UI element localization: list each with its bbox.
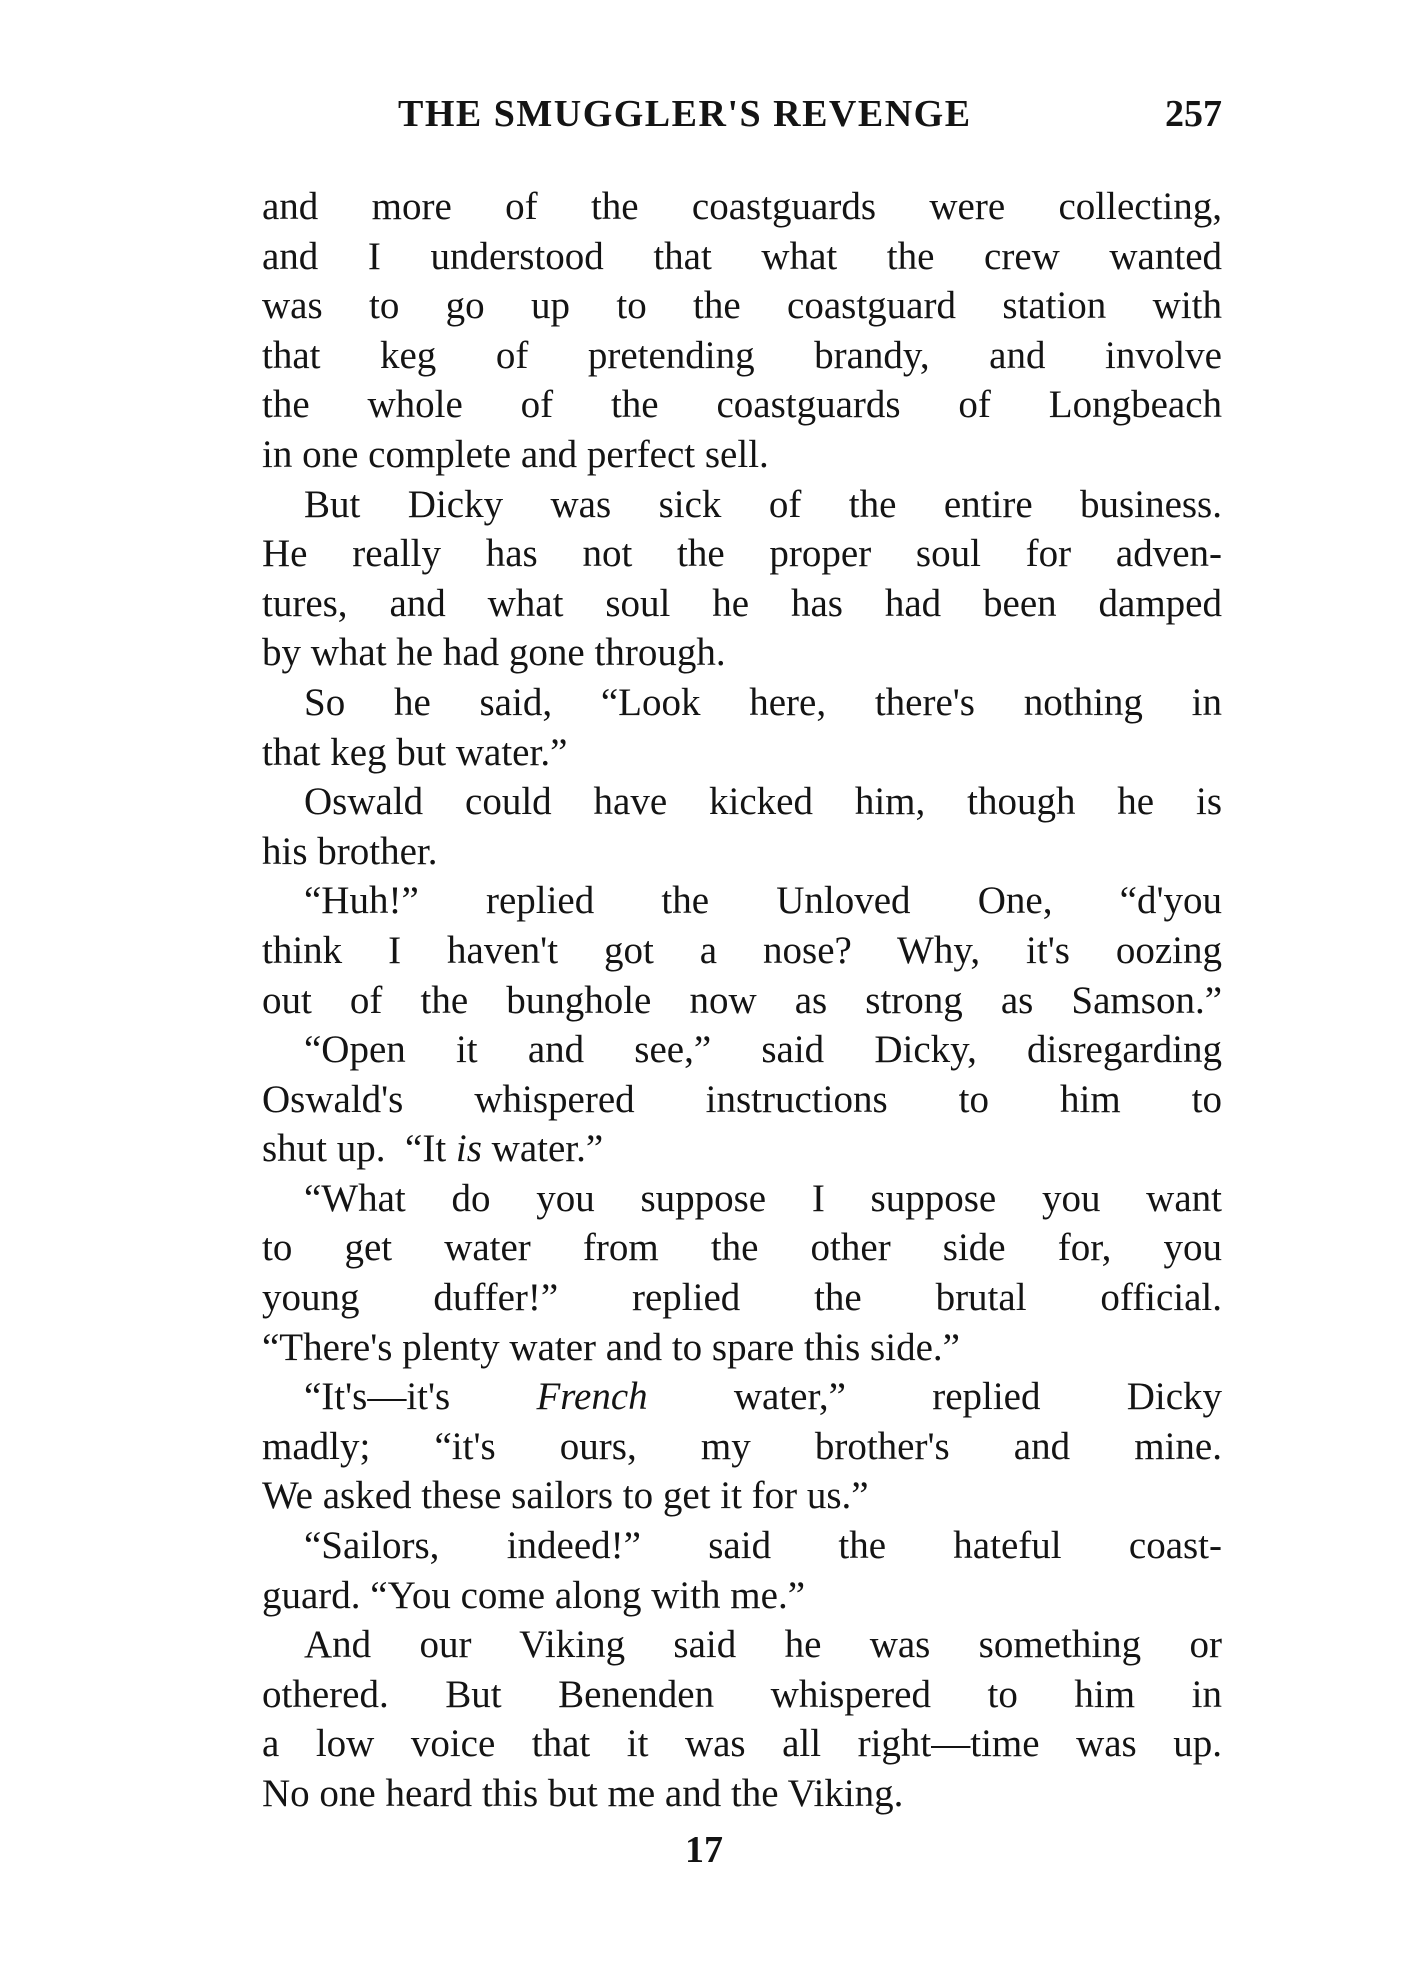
page-number: 257 <box>1165 93 1222 135</box>
text-line: Oswald could have kicked him, though he is <box>304 780 1222 824</box>
signature-mark: 17 <box>685 1829 723 1871</box>
text-line: No one heard this but me and the Viking. <box>262 1772 904 1815</box>
text-line: madly; “it's ours, my brother's and mine. <box>262 1424 1222 1468</box>
text-line: “What do you suppose I suppose you want <box>304 1176 1222 1220</box>
text-segment: water,” replied Dicky <box>733 1375 1223 1419</box>
text-line: “There's plenty water and to spare this side.” <box>262 1325 960 1369</box>
text-line: and more of the coastguards were collecting, <box>262 185 1222 228</box>
text-line: in one complete and perfect sell. <box>262 432 769 476</box>
text-line: tures, and what soul he has had been damped <box>262 581 1222 625</box>
text-line: a low voice that it was all right—time was up. <box>262 1722 1222 1766</box>
text-line: was to go up to the coastguard station with <box>262 284 1222 328</box>
text-line: Oswald's whispered instructions to him to <box>262 1077 1222 1121</box>
text-line <box>262 1372 1222 1422</box>
italic-emphasis: is <box>455 1127 482 1171</box>
text-line: his brother. <box>262 829 438 873</box>
text-segment: “It <box>405 1127 447 1171</box>
text-line: “Huh!” replied the Unloved One, “d'you <box>304 879 1222 923</box>
text-line: othered. But Benenden whispered to him in <box>262 1672 1222 1716</box>
text-line: He really has not the proper soul for adven- <box>262 532 1222 576</box>
text-line: But Dicky was sick of the entire business. <box>304 482 1222 526</box>
running-title: THE SMUGGLER'S REVENGE <box>398 93 972 135</box>
body-text <box>262 182 1222 1819</box>
text-line: We asked these sailors to get it for us.” <box>262 1474 869 1518</box>
text-line: young duffer!” replied the brutal official. <box>262 1276 1222 1320</box>
text-line: think I haven't got a nose? Why, it's oozing <box>262 928 1222 972</box>
text-line: “Open it and see,” said Dicky, disregarding <box>304 1028 1222 1072</box>
text-line: and I understood that what the crew wanted <box>262 234 1222 278</box>
text-line: that keg of pretending brandy, and involve <box>262 333 1222 377</box>
text-line: And our Viking said he was something or <box>304 1623 1222 1667</box>
text-line: out of the bunghole now as strong as Samson.” <box>262 978 1222 1022</box>
running-header <box>262 92 1222 142</box>
italic-emphasis: French <box>536 1375 648 1419</box>
text-line <box>262 1124 1222 1174</box>
text-line: that keg but water.” <box>262 730 568 774</box>
text-line: by what he had gone through. <box>262 631 726 675</box>
text-line: to get water from the other side for, you <box>262 1226 1222 1270</box>
text-segment: water.” <box>491 1127 604 1171</box>
text-line: guard. “You come along with me.” <box>262 1573 806 1617</box>
text-line: the whole of the coastguards of Longbeach <box>262 383 1222 427</box>
text-segment: shut up. <box>262 1127 386 1171</box>
text-segment: “It's—it's <box>304 1375 451 1419</box>
text-line: So he said, “Look here, there's nothing in <box>304 680 1222 724</box>
text-line: “Sailors, indeed!” said the hateful coast- <box>304 1524 1222 1568</box>
